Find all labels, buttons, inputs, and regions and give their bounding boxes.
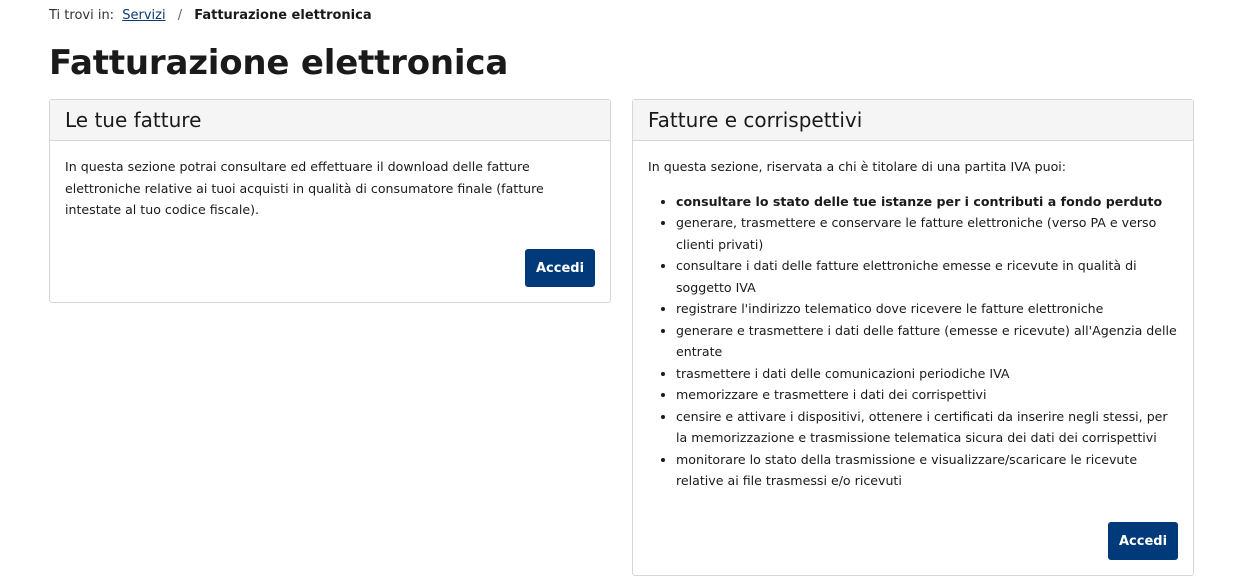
services-list — [648, 191, 1178, 492]
list-item: • consultare i dati delle fatture elettroniche emesse e ricevute in qualità di soggetto IVA — [676, 255, 1178, 298]
card-le-tue-fatture — [49, 99, 611, 303]
accedi-button-le-tue-fatture[interactable]: Accedi — [525, 249, 595, 287]
accedi-button-fatture-e-corrispettivi[interactable]: Accedi — [1108, 522, 1178, 560]
breadcrumb — [49, 7, 372, 24]
breadcrumb-link-servizi[interactable]: Servizi — [122, 8, 166, 23]
list-item: • trasmettere i dati delle comunicazioni periodiche IVA — [676, 363, 1178, 385]
card-title: Fatture e corrispettivi — [648, 108, 863, 132]
list-item: • consultare lo stato delle tue istanze per i contributi a fondo perduto — [676, 191, 1178, 213]
list-item: • memorizzare e trasmettere i dati dei corrispettivi — [676, 384, 1178, 406]
breadcrumb-separator: / — [177, 8, 183, 23]
list-item: • generare, trasmettere e conservare le fatture elettroniche (verso PA e verso clienti privati) — [676, 212, 1178, 255]
card-header — [633, 100, 1193, 141]
list-item: • monitorare lo stato della trasmissione e visualizzare/scaricare le ricevute relative ai file trasmessi e/o ricevuti — [676, 449, 1178, 492]
card-fatture-e-corrispettivi — [632, 99, 1194, 576]
list-item: • censire e attivare i dispositivi, ottenere i certificati da inserire negli stessi, per la memorizzazione e trasmissione telematica sicura dei dati dei corrispettivi — [676, 406, 1178, 449]
list-item: • generare e trasmettere i dati delle fatture (emesse e ricevute) all'Agenzia delle entrate — [676, 320, 1178, 363]
card-header — [50, 100, 610, 141]
list-item: • registrare l'indirizzo telematico dove ricevere le fatture elettroniche — [676, 298, 1178, 320]
card-body — [50, 141, 610, 221]
card-title: Le tue fatture — [65, 108, 202, 132]
card-body — [633, 141, 1193, 492]
page-title: Fatturazione elettronica — [49, 43, 509, 83]
card-description: In questa sezione potrai consultare ed effettuare il download delle fatture elettroniche relative ai tuoi acquisti in qualità di consumatore finale (fatture intestate al tuo codice fiscale). — [65, 159, 544, 217]
card-intro: In questa sezione, riservata a chi è titolare di una partita IVA puoi: — [648, 159, 1067, 174]
breadcrumb-current: Fatturazione elettronica — [194, 8, 372, 23]
breadcrumb-prefix: Ti trovi in: — [49, 8, 115, 23]
